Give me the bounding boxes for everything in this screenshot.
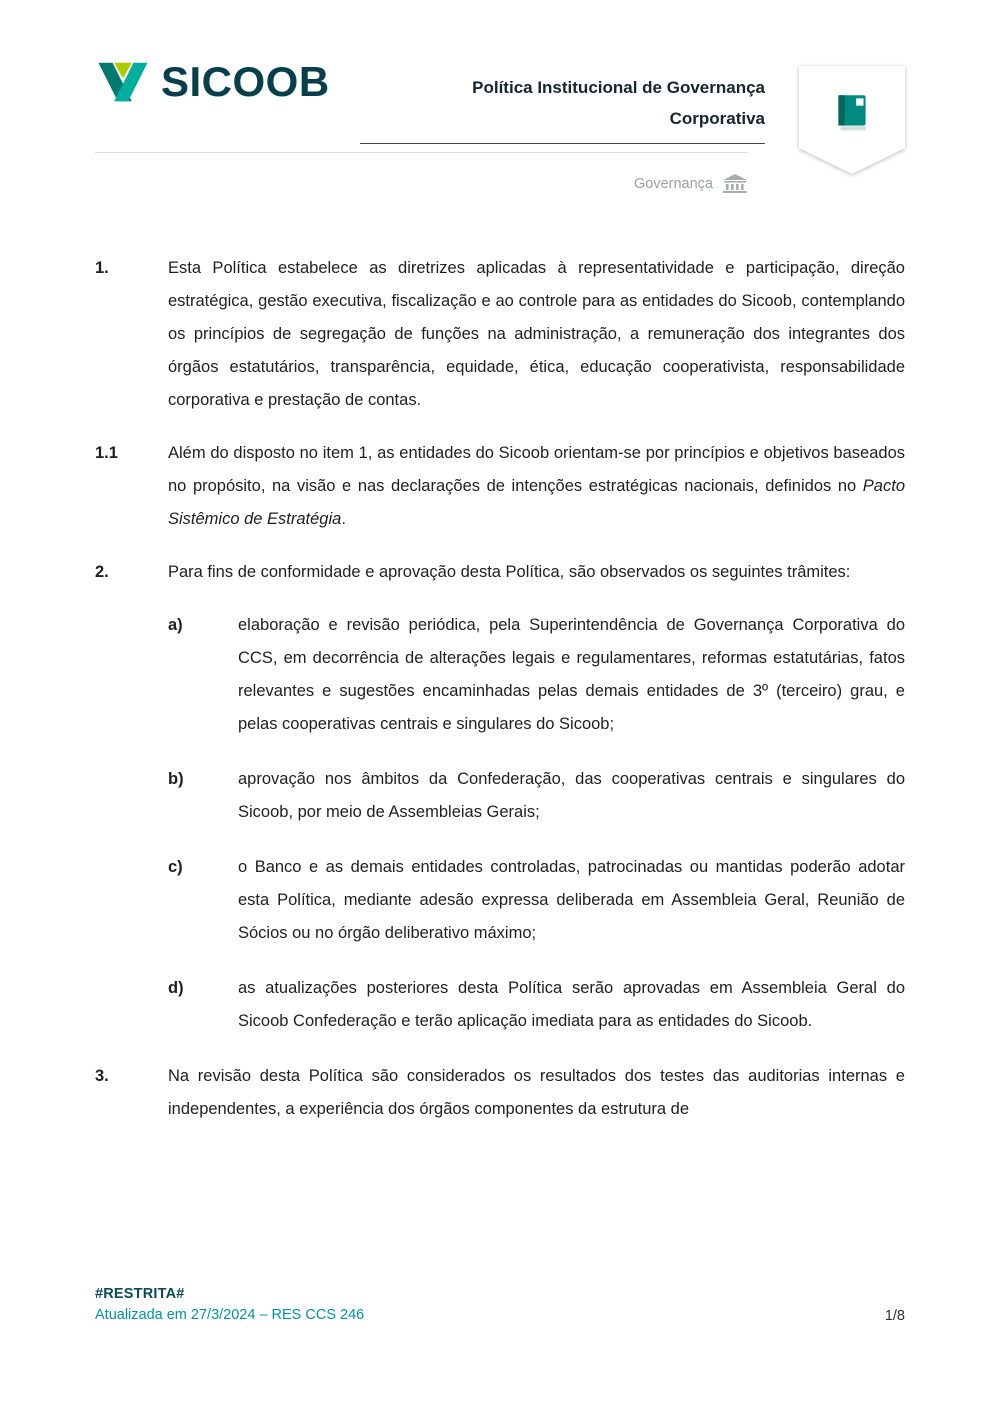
item-marker: d) <box>168 979 184 997</box>
sicoob-logo <box>95 58 330 106</box>
governance-badge <box>799 66 905 174</box>
book-icon <box>829 90 875 136</box>
item-text: aprovação nos âmbitos da Confederação, das cooperativas centrais e singulares do Sicoob, por meio de Assembleias Gerais; <box>238 770 905 821</box>
list-item-2c <box>95 851 905 950</box>
item-marker: 1.1 <box>95 444 118 462</box>
item-text: Na revisão desta Política são considerados os resultados dos testes das auditorias internas e independentes, a experiência dos órgãos componentes da estrutura de <box>168 1067 905 1118</box>
header-divider <box>95 152 748 153</box>
item-text: Esta Política estabelece as diretrizes aplicadas à representatividade e participação, direção estratégica, gestão executiva, fiscalização e ao controle para as entidades do Sicoob, contemplando os princípios de segregação de funções na administração, a remuneração dos integrantes dos órgãos estatutários, transparência, equidade, ética, educação cooperativista, responsabilidade corporativa e prestação de contas. <box>168 259 905 409</box>
item-text-after: . <box>341 510 346 528</box>
document-title <box>360 72 765 144</box>
classification-label: #RESTRITA# <box>95 1286 185 1302</box>
list-item-2a <box>95 609 905 741</box>
list-item-1 <box>95 252 905 417</box>
item-marker: 2. <box>95 563 109 581</box>
item-text: o Banco e as demais entidades controladas, patrocinadas ou mantidas poderão adotar esta Política, mediante adesão expressa deliberada em Assembleia Geral, Reunião de Sócios ou no órgão deliberativo máximo; <box>238 858 905 942</box>
item-text: Para fins de conformidade e aprovação desta Política, são observados os seguintes trâmites: <box>168 563 851 581</box>
item-marker: 3. <box>95 1067 109 1085</box>
list-item-3 <box>95 1060 905 1126</box>
document-title-line-1: Política Institucional de Governança <box>472 78 765 97</box>
item-marker: b) <box>168 770 184 788</box>
item-text-before: Além do disposto no item 1, as entidades do Sicoob orientam-se por princípios e objetivos baseados no propósito, na visão e nas declarações de intenções estratégicas nacionais, definidos no <box>168 444 905 495</box>
document-title-line-2: Corporativa <box>669 109 765 129</box>
list-item-1-1 <box>95 437 905 536</box>
badge-ribbon-shape <box>799 66 905 174</box>
sicoob-logo-icon <box>95 58 151 106</box>
item-text-italic: Pacto Sistêmico de Estratégia <box>168 477 905 528</box>
category-label: Governança <box>634 176 713 192</box>
item-text: as atualizações posteriores desta Política serão aprovadas em Assembleia Geral do Sicoob Confederação e terão aplicação imediata para as entidades do Sicoob. <box>238 979 905 1030</box>
document-body <box>95 252 905 1146</box>
item-marker: a) <box>168 616 183 634</box>
item-text: elaboração e revisão periódica, pela Superintendência de Governança Corporativa do CCS, em decorrência de alterações legais e regulamentares, reformas estatutárias, fatos relevantes e sugestões encaminhadas pelas demais entidades de 3º (terceiro) grau, e pelas cooperativas centrais e singulares do Sicoob; <box>238 616 905 733</box>
updated-label: Atualizada em 27/3/2024 – RES CCS 246 <box>95 1307 365 1323</box>
item-text <box>168 437 905 536</box>
bank-icon <box>722 174 748 194</box>
sicoob-logo-text: SICOOB <box>161 58 330 105</box>
list-item-2b <box>95 763 905 829</box>
item-marker: 1. <box>95 259 109 277</box>
item-marker: c) <box>168 858 183 876</box>
page-footer <box>95 1286 905 1323</box>
page-number: 1/8 <box>884 1308 905 1324</box>
list-item-2d <box>95 972 905 1038</box>
category-row <box>95 174 748 194</box>
list-item-2 <box>95 556 905 589</box>
